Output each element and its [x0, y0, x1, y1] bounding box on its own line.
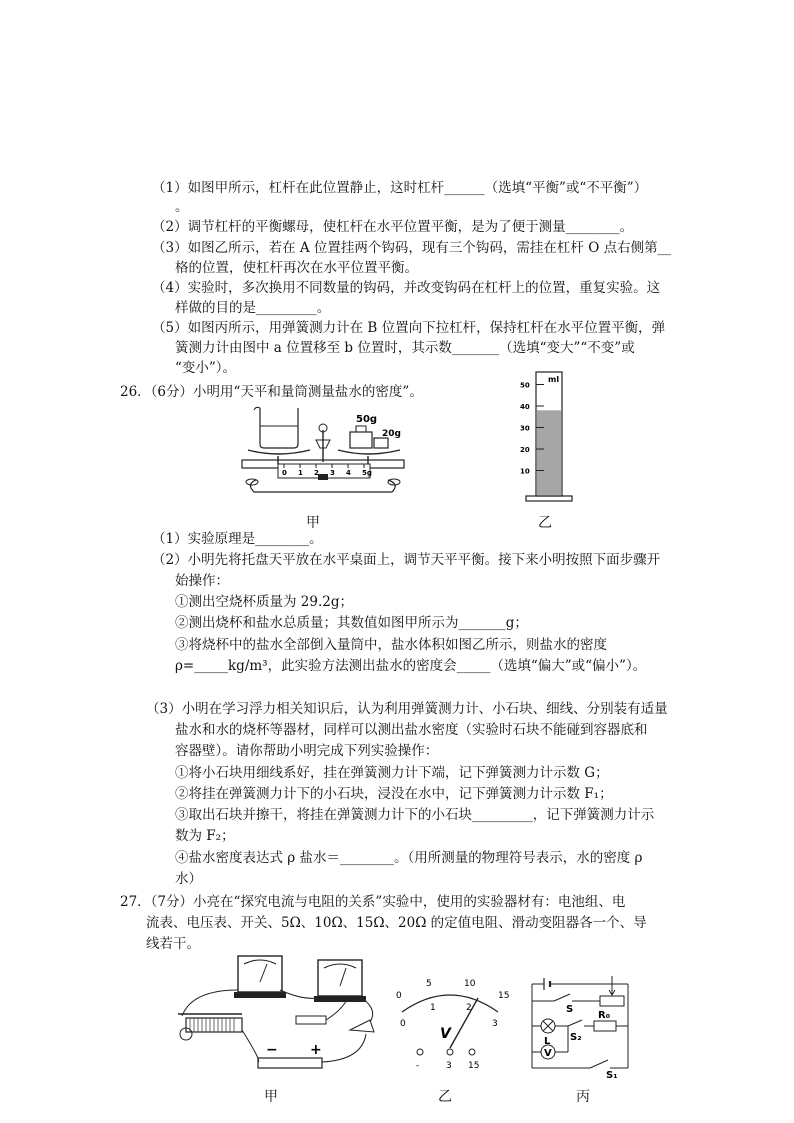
q26-heading: 26．（6分）小明用“天平和量筒测量盐水的密度”。	[120, 384, 423, 400]
fig-jia-caption: 甲	[306, 515, 320, 531]
dial-bottom-label: 2	[466, 1003, 472, 1013]
cylinder-tick-label: 10	[520, 467, 530, 476]
dial-top-label: 5	[426, 979, 432, 989]
q25-line3: （3）如图乙所示，若在 A 位置挂两个钩码，现有三个钩码，需挂在杠杆 O 点右侧第__	[152, 240, 672, 256]
scale-tick-label: 4	[346, 469, 351, 477]
q27-fig-yi-caption: 乙	[438, 1089, 452, 1105]
circuit-label: R₀	[598, 1010, 611, 1021]
q25-line1: （1）如图甲所示，杠杆在此位置静止，这时杠杆______（选填“平衡”或“不平衡”）	[152, 180, 648, 196]
q26-sub3f: ③取出石块并擦干，将挂在弹簧测力计下的小石块_________，记下弹簧测力计示	[175, 807, 655, 823]
q25-line3b: 格的位置，使杠杆再次在水平位置平衡。	[175, 260, 418, 276]
q26-sub3i: 水）	[175, 871, 202, 887]
cylinder-tick-label: 40	[520, 403, 530, 411]
cylinder-tick-label: 30	[520, 424, 530, 433]
scale-tick-label: 0	[282, 469, 287, 477]
q26-sub3g: 数为 F₂；	[175, 828, 235, 844]
dial-bottom-label: 3	[492, 1019, 498, 1029]
scale-tick-label: 2	[314, 469, 319, 477]
scale-tick-label: 1	[298, 469, 303, 477]
dial-terminal-label: 3	[446, 1061, 452, 1071]
q27-fig-bing-caption: 丙	[576, 1089, 590, 1105]
q27-heading2: 流表、电压表、开关、5Ω、10Ω、15Ω、20Ω 的定值电阻、滑动变阻器各一个、导	[146, 915, 647, 931]
circuit-diagram-figure	[524, 968, 644, 1080]
cylinder-tick-label: 50	[520, 381, 530, 390]
dial-terminal-label: -	[416, 1061, 420, 1071]
q25-line2: （2）调节杠杆的平衡螺母，使杠杆在水平位置平衡，是为了便于测量________。	[152, 219, 634, 235]
apparatus-figure	[172, 950, 382, 1080]
dial-bottom-label: 0	[400, 1019, 406, 1029]
q26-sub3c: 容器壁）。请你帮助小明完成下列实验操作：	[175, 743, 439, 759]
fig-yi-caption: 乙	[538, 515, 552, 531]
q27-heading: 27．（7分）小亮在“探究电流与电阻的关系”实验中，使用的实验器材有：电池组、电	[120, 894, 626, 910]
q26-sub3d: ①将小石块用细线系好，挂在弹簧测力计下端，记下弹簧测力计示数 G；	[175, 765, 609, 781]
q26-sub3a: （3）小明在学习浮力相关知识后，认为利用弹簧测力计、小石块、细线、分别装有适量	[146, 701, 668, 717]
q25-line5: （5）如图丙所示，用弹簧测力计在 B 位置向下拉杠杆，保持杠杆在水平位置平衡，弹	[152, 320, 666, 336]
q25-line4: （4）实验时，多次换用不同数量的钩码，并改变钩码在杠杆上的位置，重复实验。这	[152, 280, 661, 296]
svg-text:+: +	[310, 1042, 322, 1058]
q25-line1b: 。	[175, 199, 189, 215]
q26-sub3h: ④盐水密度表达式 ρ 盐水＝________。（用所测量的物理符号表示，水的密度 ρ	[175, 850, 643, 866]
graduated-cylinder-figure	[518, 368, 578, 508]
q26-sub2d: ②测出烧杯和盐水总质量；其数值如图甲所示为_______g；	[175, 615, 528, 631]
scale-tick-label: 5g	[362, 469, 372, 477]
circuit-label: S₂	[570, 1032, 582, 1043]
circuit-label: S₁	[606, 1070, 618, 1080]
voltmeter-dial-figure	[388, 968, 518, 1078]
q26-sub3b: 盐水和水的烧杯等器材，同样可以测出盐水密度（实验时石块不能碰到容器底和	[175, 722, 648, 738]
q26-sub1: （1）实验原理是________。	[152, 531, 323, 547]
q26-sub3e: ②将挂在弹簧测力计下的小石块，浸没在水中，记下弹簧测力计示数 F₁；	[175, 786, 613, 802]
circuit-label: L	[544, 1036, 551, 1047]
q27-heading3: 线若干。	[146, 936, 200, 952]
weight-label-50g: 50g	[356, 414, 378, 425]
circuit-label: S	[566, 1004, 574, 1015]
dial-top-label: 0	[396, 991, 402, 1001]
cylinder-tick-label: 20	[520, 446, 530, 454]
dial-terminal-label: 15	[468, 1061, 480, 1071]
q26-sub2b: 始操作：	[175, 573, 229, 589]
circuit-label: V	[544, 1048, 552, 1059]
dial-bottom-label: 1	[430, 1003, 436, 1013]
q26-sub2c: ①测出空烧杯质量为 29.2g；	[175, 594, 353, 610]
q25-line5c: “变小”）。	[175, 360, 237, 376]
dial-v-symbol: V	[440, 1026, 451, 1042]
svg-text:−: −	[266, 1042, 278, 1058]
dial-top-label: 15	[498, 991, 510, 1001]
q25-line4b: 样做的目的是_________。	[175, 300, 331, 316]
q26-sub2a: （2）小明先将托盘天平放在水平桌面上，调节天平平衡。接下来小明按照下面步骤开	[152, 552, 661, 568]
balance-figure	[238, 400, 408, 500]
scale-tick-label: 3	[330, 469, 335, 477]
weight-label-20g: 20g	[382, 429, 401, 439]
q26-sub2f: ρ=_____kg/m³，此实验方法测出盐水的密度会_____（选填“偏大”或“偏小”）。	[175, 658, 647, 674]
q25-line5b: 簧测力计由图中 a 位置移至 b 位置时，其示数_______（选填“变大”“不变”或	[175, 340, 635, 356]
q26-sub2e: ③将烧杯中的盐水全部倒入量筒中，盐水体积如图乙所示，则盐水的密度	[175, 637, 607, 653]
dial-top-label: 10	[464, 979, 476, 989]
q27-fig-jia-caption: 甲	[264, 1089, 278, 1105]
cylinder-unit: ml	[548, 375, 560, 384]
